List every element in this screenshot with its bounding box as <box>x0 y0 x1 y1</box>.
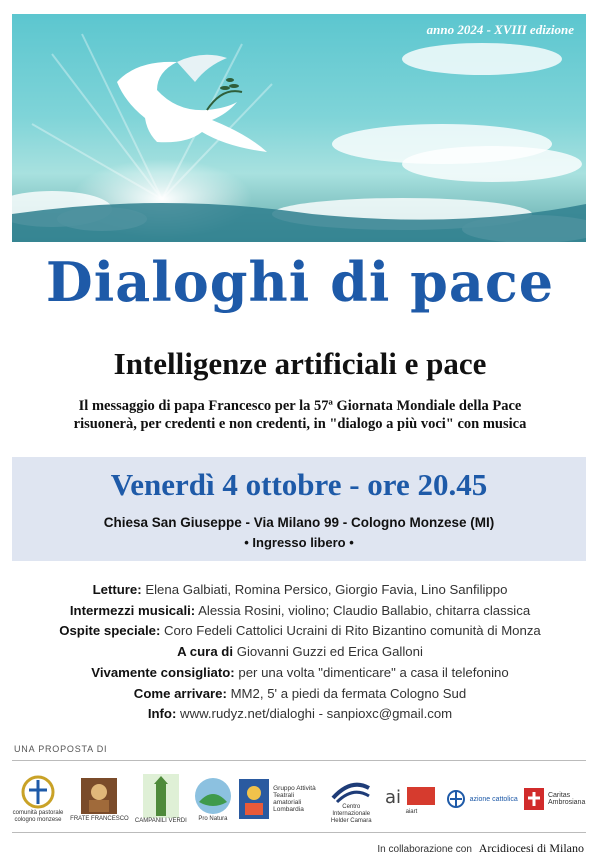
event-subtitle: Intelligenze artificiali e pace <box>113 346 487 381</box>
logo-caption: comunità pastorale cologno monzese <box>12 810 64 823</box>
azione-cattolica-icon <box>446 789 466 809</box>
dove-icon <box>117 55 267 152</box>
caritas-icon <box>524 788 544 810</box>
sponsor-logos <box>12 768 586 830</box>
logo-caption: Centro Internazionale Helder Camara <box>330 803 372 824</box>
credit-value: MM2, 5' a piedi da fermata Cologno Sud <box>230 685 467 701</box>
credit-line <box>20 621 580 642</box>
logo-caption: Gruppo Attività Teatrali amatoriali Lombardia <box>273 785 316 813</box>
logo-caption: Pro Natura <box>198 815 228 822</box>
hero-illustration <box>12 14 586 242</box>
event-entry: • Ingresso libero • <box>244 535 354 550</box>
date-box <box>12 457 586 561</box>
credit-value: per una volta "dimenticare" a casa il telefonino <box>238 664 509 680</box>
logo-caption: CAMPANILI VERDI <box>134 817 187 824</box>
divider <box>12 832 586 833</box>
credit-label: Ospite speciale: <box>59 623 161 639</box>
caritas-ambrosiana-logo <box>524 788 586 810</box>
credit-label: Vivamente consigliato: <box>91 664 235 680</box>
aiart-mark-text: ai <box>385 786 402 808</box>
credit-label: Letture: <box>92 582 142 597</box>
campanili-verdi-logo <box>135 774 187 825</box>
credit-line <box>20 601 580 622</box>
frate-francesco-icon <box>79 776 119 816</box>
collab-label: In collaborazione con <box>377 844 472 855</box>
intro-line-2: risuonerà, per credenti e non credenti, in "dialogo a più voci" con musica <box>73 416 527 432</box>
azione-cattolica-logo <box>446 789 518 809</box>
credits-list <box>20 580 580 725</box>
credit-label: Come arrivare: <box>133 685 227 701</box>
frate-francesco-logo <box>70 776 129 823</box>
credit-value: Coro Fedeli Cattolici Ucraini di Rito Bizantino comunità di Monza <box>164 623 541 639</box>
edition-label: anno 2024 - XVIII edizione <box>426 22 574 37</box>
collaboration-line <box>377 841 584 856</box>
credit-line <box>20 663 580 684</box>
credit-value: www.rudyz.net/dialoghi - sanpioxc@gmail.com <box>180 706 453 722</box>
credit-value: Elena Galbiati, Romina Persico, Giorgio Favia, Lino Sanfilippo <box>145 582 508 597</box>
centro-helder-camara-logo <box>325 774 377 825</box>
aiart-icon <box>383 783 439 809</box>
sponsors-heading: UNA PROPOSTA DI <box>14 744 108 754</box>
intro-text <box>40 397 560 433</box>
event-title: Dialoghi di pace <box>45 250 555 314</box>
logo-caption: Caritas Ambrosiana <box>547 792 586 806</box>
credit-label: Intermezzi musicali: <box>69 602 196 618</box>
credit-value: Alessia Rosini, violino; Claudio Ballabio, chitarra classica <box>198 602 531 618</box>
pro-natura-logo <box>193 776 233 823</box>
gata-lombardia-logo <box>239 779 319 819</box>
comunita-pastorale-icon <box>17 774 59 810</box>
intro-line-1: Il messaggio di papa Francesco per la 57ª Giornata Mondiale della Pace <box>78 398 522 414</box>
aiart-logo <box>383 783 439 816</box>
credit-line <box>20 684 580 705</box>
credit-line <box>20 580 580 601</box>
collab-org: Arcidiocesi di Milano <box>478 841 584 855</box>
event-date: Venerdì 4 ottobre - ore 20.45 <box>110 467 488 502</box>
dove-sky-illustration <box>12 14 586 242</box>
credit-value: Giovanni Guzzi ed Erica Galloni <box>236 644 423 660</box>
logo-caption: azione cattolica <box>469 795 518 803</box>
credit-line <box>20 704 580 725</box>
credit-label: A cura di <box>177 644 234 660</box>
centro-helder-camara-icon <box>331 774 371 804</box>
credit-line <box>20 642 580 663</box>
logo-caption: aiart <box>405 808 418 815</box>
gata-lombardia-icon <box>239 779 269 819</box>
divider <box>12 760 586 761</box>
event-venue: Chiesa San Giuseppe - Via Milano 99 - Cologno Monzese (MI) <box>103 515 495 530</box>
logo-caption: FRATE FRANCESCO <box>70 815 129 822</box>
campanili-verdi-icon <box>143 774 179 818</box>
credit-label: Info: <box>147 706 177 722</box>
pro-natura-icon <box>193 776 233 816</box>
comunita-pastorale-logo <box>12 774 64 824</box>
